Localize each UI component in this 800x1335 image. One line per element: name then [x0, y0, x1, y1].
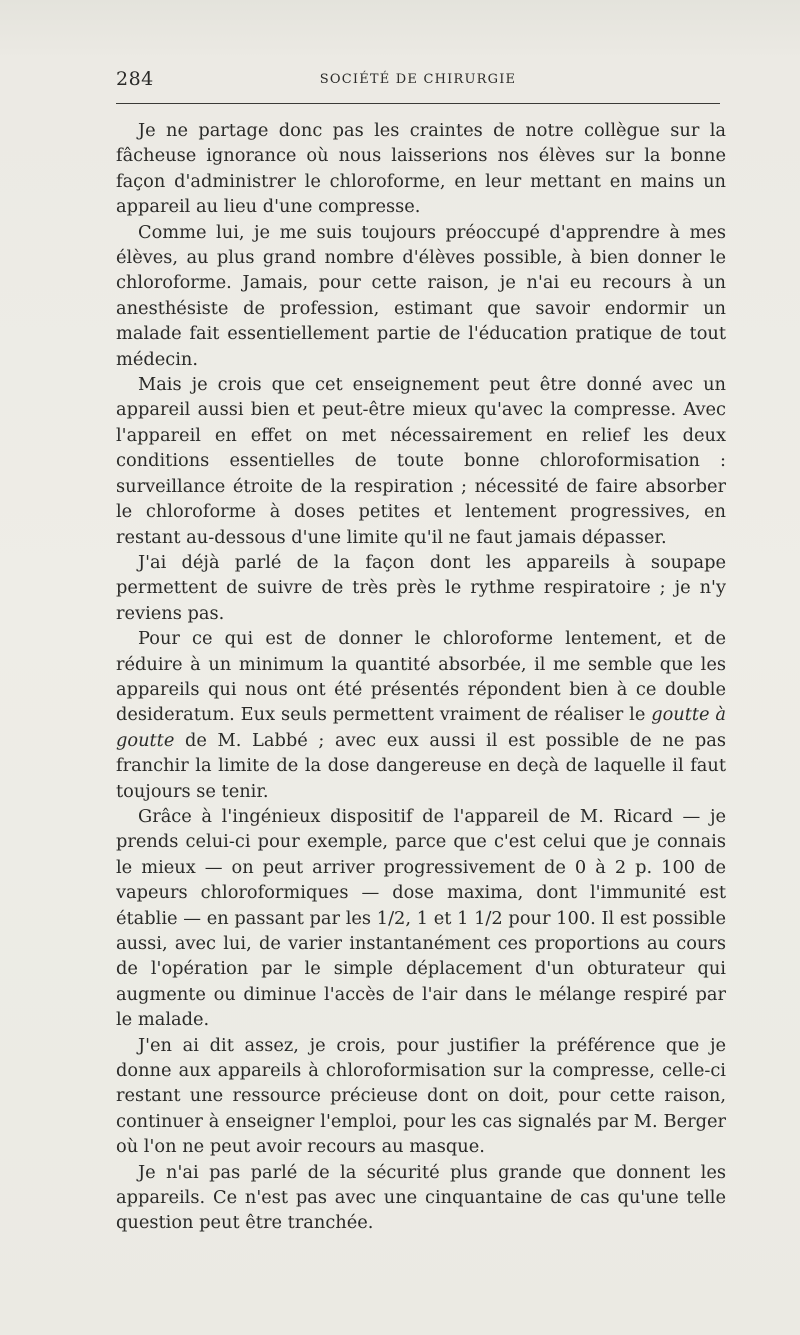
paragraph	[116, 626, 726, 804]
paragraph: Comme lui, je me suis toujours préoccupé d'apprendre à mes élèves, au plus grand nombre d'élèves possible, à bien donner le chloroforme. Jamais, pour cette raison, je n'ai eu recours à un anesthésiste de profession, estimant que savoir endormir un malade fait essentiellement partie de l'éducation pratique de tout médecin.	[116, 221, 726, 370]
paragraph: Grâce à l'ingénieux dispositif de l'appareil de M. Ricard — je prends celui-ci pour exemple, parce que c'est celui que je connais le mieux — on peut arriver progressivement de 0 à 2 p. 100 de vapeurs chloroformiques — dose maxima, dont l'immunité est établie — en passant par les 1/2, 1 et 1 1/2 pour 100. Il est possible aussi, avec lui, de varier instantanément ces proportions au cours de l'opération par le simple déplacement d'un obturateur qui augmente ou diminue l'accès de l'air dans le mélange respiré par le malade.	[116, 805, 726, 1031]
running-head: SOCIÉTÉ DE CHIRURGIE	[319, 72, 517, 87]
paragraph-text: de M. Labbé ; avec eux aussi il est possible de ne pas franchir la limite de la dose dangereuse en deçà de laquelle il faut toujours se tenir.	[116, 729, 726, 802]
paragraph: J'ai déjà parlé de la façon dont les appareils à soupape permettent de suivre de très près le rythme respiratoire ; je n'y reviens pas.	[116, 551, 726, 624]
italic-term: goutte à goutte	[116, 704, 726, 751]
paragraph-text: Pour ce qui est de donner le chloroforme lentement, et de réduire à un minimum la quantité absorbée, il me semble que les appareils qui nous ont été présentés répondent bien à ce double desideratum. Eux seuls permettent vraiment de réaliser le	[116, 628, 726, 726]
paragraph: Je n'ai pas parlé de la sécurité plus grande que donnent les appareils. Ce n'est pas avec une cinquantaine de cas qu'une telle question peut être tranchée.	[116, 1161, 726, 1234]
page-number: 284	[116, 68, 154, 90]
paragraph: Mais je crois que cet enseignement peut être donné avec un appareil aussi bien et peut-être mieux qu'avec la compresse. Avec l'appareil en effet on met nécessairement en relief les deux conditions essentielles de toute bonne chloroformisation : surveillance étroite de la respiration ; nécessité de faire absorber le chloroforme à doses petites et lentement progressives, en restant au-dessous d'une limite qu'il ne faut jamais dépasser.	[116, 374, 726, 548]
paragraph: J'en ai dit assez, je crois, pour justifier la préférence que je donne aux appareils à chloroformisation sur la compresse, celle-ci restant une ressource précieuse dont on doit, pour cette raison, continuer à enseigner l'emploi, pour les cas signalés par M. Berger où l'on ne peut avoir recours au masque.	[116, 1034, 726, 1158]
page-header	[116, 68, 720, 98]
body-text	[116, 118, 726, 1236]
paragraph: Je ne partage donc pas les craintes de notre collègue sur la fâcheuse ignorance où nous laisserions nos élèves sur la bonne façon d'administrer le chloroforme, en leur mettant en mains un appareil au lieu d'une compresse.	[116, 120, 726, 218]
header-rule	[116, 103, 720, 104]
